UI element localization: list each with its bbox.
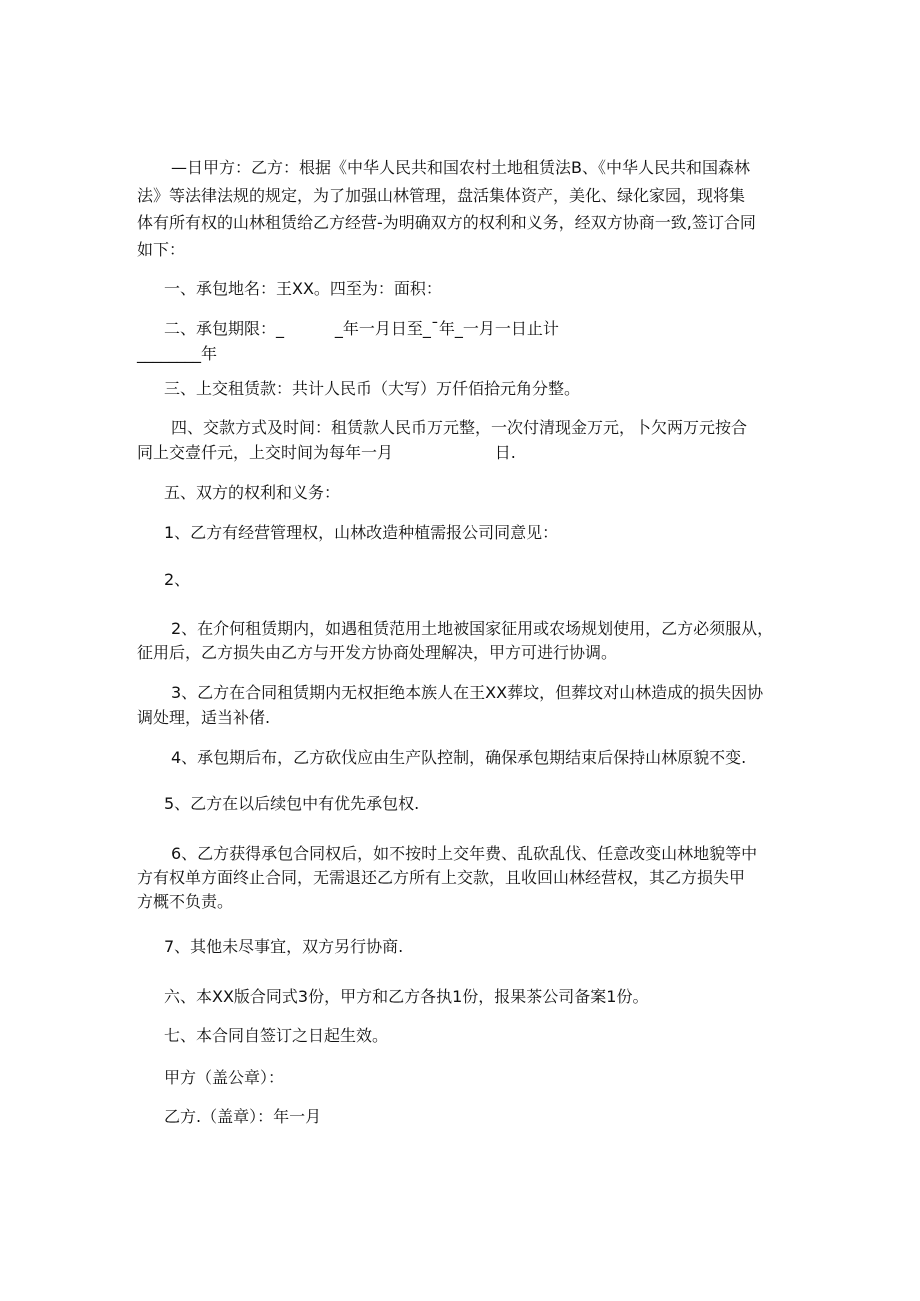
section-3: 三、上交租赁款：共计人民币（大写）万仟佰拾元角分整。	[164, 379, 581, 398]
right-7: 7、其他未尽事宜，双方另行协商.	[164, 937, 404, 956]
right-6-line-3: 方概不负责。	[137, 892, 234, 911]
intro-line-2: 法》等法律法规的规定，为了加强山林管理，盘活集体资产，美化、绿化家园，现将集	[137, 186, 746, 205]
intro-line-1: —日甲方：乙方：根据《中华人民共和国农村土地租赁法B、《中华人民共和国森林	[171, 158, 750, 177]
intro-line-3: 体有所有权的山林租赁给乙方经营-为明确双方的权利和义务，经双方协商一致,签订合同	[137, 213, 756, 232]
right-6-line-1: 6、乙方获得承包合同权后，如不按时上交年费、乱砍乱伐、任意改变山林地貌等中	[171, 844, 758, 863]
section-4-line-1: 四、交款方式及时间：租赁款人民币万元整，一次付清现金万元，卜欠两万元按合	[171, 418, 748, 437]
signature-party-b: 乙方.（盖章）：年一月	[164, 1107, 322, 1126]
section-6: 六、本XX版合同式3份，甲方和乙方各执1份，报果茶公司备案1份。	[164, 987, 649, 1006]
right-2b-line-1: 2、在介何租赁期内，如遇租赁范用土地被国家征用或农场规划使用，乙方必须服从，	[171, 619, 774, 638]
section-2-line-1: 二、承包期限：_ _年一月日至_ˉ年_一月一日止计	[164, 319, 559, 338]
right-1: 1、乙方有经营管理权，山林改造种植需报公司同意见：	[164, 523, 559, 542]
intro-line-4: 如下：	[137, 240, 186, 259]
right-5: 5、乙方在以后续包中有优先承包权.	[164, 794, 420, 813]
right-3-line-1: 3、乙方在合同租赁期内无权拒绝本族人在王XX葬坟，但葬坟对山林造成的损失因协	[171, 683, 764, 702]
section-7: 七、本合同自签订之日起生效。	[164, 1026, 389, 1045]
section-2-line-2: ________年	[137, 344, 218, 363]
right-3-line-2: 调处理，适当补偖.	[137, 708, 271, 727]
section-5: 五、双方的权利和义务：	[164, 483, 341, 502]
right-6-line-2: 方有权单方面终止合同，无需退还乙方所有上交款，且收回山林经营权，其乙方损失甲	[137, 868, 746, 887]
right-4: 4、承包期后布，乙方砍伐应由生产队控制，确保承包期结束后保持山林原貌不变.	[171, 748, 747, 767]
right-2: 2、	[164, 570, 191, 589]
signature-party-a: 甲方（盖公章）：	[164, 1068, 285, 1087]
section-1: 一、承包地名：王XX。四至为：面积：	[164, 279, 442, 298]
section-4-line-2: 同上交壹仟元，上交时间为每年一月 日.	[137, 443, 516, 462]
right-2b-line-2: 征用后，乙方损失由乙方与开发方协商处理解决，甲方可进行协调。	[137, 643, 618, 662]
